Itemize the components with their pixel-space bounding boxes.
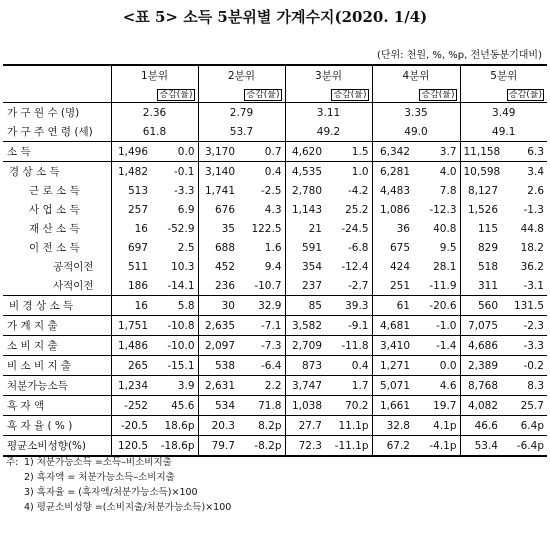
cell-value: 6,281 <box>372 162 413 182</box>
row-label: 가 계 지 출 <box>3 316 111 336</box>
cell-value: 1.7 <box>325 376 372 396</box>
cell-value: -12.4 <box>341 260 369 273</box>
table-row <box>3 296 547 316</box>
cell-value: 2,709 <box>285 336 325 356</box>
cell-value: 131.5 <box>501 296 547 316</box>
footnote <box>6 500 231 515</box>
column-header: 5분위 <box>460 65 547 85</box>
footnote <box>6 485 231 500</box>
cell-value: 35 <box>198 219 238 238</box>
table-title: <표 5> 소득 5분위별 가계수지(2020. 1/4) <box>122 8 428 26</box>
subheader-cell <box>413 85 460 103</box>
cell-value: 36 <box>372 219 413 238</box>
cell-value: 6.4p <box>501 416 547 436</box>
cell-value: 675 <box>372 238 413 257</box>
cell-value: -252 <box>111 396 151 416</box>
cell-value: 2.5 <box>177 241 195 254</box>
cell-value: 44.8 <box>520 222 544 235</box>
table-row <box>3 238 547 257</box>
cell-value: 3.11 <box>285 103 372 123</box>
cell-value: 511 <box>111 257 151 276</box>
change-rate-label: 증감(률) <box>421 90 455 100</box>
cell-value: 30 <box>198 296 238 316</box>
cell-value: -0.1 <box>151 162 198 182</box>
table-row <box>3 181 547 200</box>
cell-value: -3.3 <box>174 184 195 197</box>
cell-value: -15.1 <box>151 356 198 376</box>
cell-value: 8,768 <box>460 376 501 396</box>
cell-value: 25.7 <box>501 396 547 416</box>
cell-value: 5,071 <box>372 376 413 396</box>
cell-value: 2,635 <box>198 316 238 336</box>
cell-value: 251 <box>372 276 413 296</box>
cell-value: 2,097 <box>198 336 238 356</box>
cell-value: 3.35 <box>372 103 460 123</box>
cell-value: 53.7 <box>198 122 285 142</box>
cell-value: 20.3 <box>198 416 238 436</box>
subheader-row <box>3 85 547 103</box>
row-label: 사적이전 <box>53 280 94 292</box>
row-label: 소 비 지 출 <box>3 336 111 356</box>
cell-value: 61.8 <box>111 122 198 142</box>
table-row <box>3 257 547 276</box>
cell-value: 3.49 <box>460 103 547 123</box>
cell-value: 4.3 <box>264 203 282 216</box>
cell-value: 36.2 <box>520 260 544 273</box>
cell-value: 70.2 <box>325 396 372 416</box>
cell-value: 49.2 <box>285 122 372 142</box>
cell-value: -0.2 <box>501 356 547 376</box>
row-label: 흑 자 율 ( % ) <box>3 416 111 436</box>
cell-value: 7.8 <box>439 184 457 197</box>
row-label: 재 산 소 득 <box>29 223 80 235</box>
cell-value: -8.2p <box>238 436 285 457</box>
cell-value: 49.0 <box>372 122 460 142</box>
cell-value: 39.3 <box>325 296 372 316</box>
cell-value: 3,410 <box>372 336 413 356</box>
cell-value: 61 <box>372 296 413 316</box>
cell-value: 518 <box>460 257 501 276</box>
cell-value: -6.8 <box>348 241 369 254</box>
table-row <box>3 162 547 182</box>
cell-value: -14.1 <box>167 279 195 292</box>
cell-value: 8.3 <box>501 376 547 396</box>
cell-value: 4,620 <box>285 142 325 162</box>
cell-value: 2.6 <box>527 184 544 197</box>
household-income-table <box>3 64 547 457</box>
cell-value: -11.9 <box>429 279 457 292</box>
table-row <box>3 336 547 356</box>
cell-value: 265 <box>111 356 151 376</box>
cell-value: -20.5 <box>111 416 151 436</box>
table-row <box>3 276 547 296</box>
cell-value: 3,747 <box>285 376 325 396</box>
cell-value: -18.6p <box>151 436 198 457</box>
cell-value: 25.2 <box>345 203 369 216</box>
cell-value: -3.1 <box>523 279 544 292</box>
cell-value: -7.1 <box>238 316 285 336</box>
cell-value: 0.4 <box>325 356 372 376</box>
column-header: 4분위 <box>372 65 460 85</box>
cell-value: 538 <box>198 356 238 376</box>
cell-value: 5.8 <box>151 296 198 316</box>
row-label: 평균소비성향(%) <box>3 436 111 457</box>
cell-value: -1.4 <box>413 336 460 356</box>
subheader-blank <box>460 85 501 103</box>
subheader-cell <box>238 85 285 103</box>
row-label: 처분가능소득 <box>3 376 111 396</box>
cell-value: 79.7 <box>198 436 238 457</box>
cell-value: 697 <box>111 238 151 257</box>
cell-value: -2.7 <box>348 279 369 292</box>
footnotes <box>6 455 231 515</box>
table-row <box>3 416 547 436</box>
cell-value: -7.3 <box>238 336 285 356</box>
cell-value: 2.36 <box>111 103 198 123</box>
cell-value: 53.4 <box>460 436 501 457</box>
cell-value: 4,686 <box>460 336 501 356</box>
cell-value: 688 <box>198 238 238 257</box>
cell-value: 1,661 <box>372 396 413 416</box>
cell-value: 424 <box>372 257 413 276</box>
cell-value: 873 <box>285 356 325 376</box>
table-row <box>3 142 547 162</box>
cell-value: 676 <box>198 200 238 219</box>
cell-value: 1,038 <box>285 396 325 416</box>
subheader-corner <box>3 85 111 103</box>
cell-value: 122.5 <box>251 222 282 235</box>
table-row <box>3 436 547 457</box>
cell-value: 1.6 <box>264 241 282 254</box>
cell-value: 1,271 <box>372 356 413 376</box>
row-label: 근 로 소 득 <box>29 185 80 197</box>
cell-value: 71.8 <box>238 396 285 416</box>
cell-value: 0.4 <box>238 162 285 182</box>
cell-value: 32.9 <box>238 296 285 316</box>
header-corner <box>3 65 111 85</box>
subheader-cell <box>501 85 547 103</box>
cell-value: 4.0 <box>413 162 460 182</box>
row-label: 흑 자 액 <box>3 396 111 416</box>
cell-value: 2,631 <box>198 376 238 396</box>
header-row <box>3 65 547 85</box>
table-header <box>3 65 547 103</box>
cell-value: 18.6p <box>151 416 198 436</box>
subheader-blank <box>111 85 151 103</box>
cell-value: 452 <box>198 257 238 276</box>
cell-value: 236 <box>198 276 238 296</box>
table-row <box>3 122 547 142</box>
table-row <box>3 376 547 396</box>
cell-value: 1,486 <box>111 336 151 356</box>
cell-value: 10,598 <box>460 162 501 182</box>
table-row <box>3 356 547 376</box>
cell-value: 32.8 <box>372 416 413 436</box>
cell-value: 6,342 <box>372 142 413 162</box>
cell-value: 1,496 <box>111 142 151 162</box>
cell-value: 120.5 <box>111 436 151 457</box>
cell-value: 0.0 <box>151 142 198 162</box>
row-label: 가 구 원 수 (명) <box>3 103 111 123</box>
cell-value: -4.2 <box>348 184 369 197</box>
cell-value: 16 <box>111 219 151 238</box>
cell-value: 311 <box>460 276 501 296</box>
footnote <box>6 455 231 470</box>
cell-value: 11,158 <box>460 142 501 162</box>
footnote-text: 3) 흑자율 = (흑자액/처분가능소득)×100 <box>24 487 198 498</box>
cell-value: 186 <box>111 276 151 296</box>
cell-value: 4,082 <box>460 396 501 416</box>
cell-value: 2,389 <box>460 356 501 376</box>
table-body <box>3 103 547 457</box>
cell-value: 115 <box>460 219 501 238</box>
cell-value: 3,582 <box>285 316 325 336</box>
table-row <box>3 316 547 336</box>
cell-value: 1.5 <box>325 142 372 162</box>
cell-value: 67.2 <box>372 436 413 457</box>
cell-value: -10.8 <box>151 316 198 336</box>
cell-value: -6.4 <box>238 356 285 376</box>
cell-value: 21 <box>285 219 325 238</box>
cell-value: 4.6 <box>413 376 460 396</box>
cell-value: 9.5 <box>439 241 457 254</box>
cell-value: 85 <box>285 296 325 316</box>
change-rate-label: 증감(률) <box>159 90 193 100</box>
cell-value: 534 <box>198 396 238 416</box>
cell-value: -20.6 <box>413 296 460 316</box>
cell-value: 2,780 <box>285 181 325 200</box>
row-label: 소 득 <box>3 142 111 162</box>
table-row <box>3 200 547 219</box>
cell-value: 2.2 <box>238 376 285 396</box>
row-label: 비 소 비 지 출 <box>3 356 111 376</box>
row-label: 가 구 주 연 령 (세) <box>7 126 93 138</box>
cell-value: 354 <box>285 257 325 276</box>
cell-value: -12.3 <box>429 203 457 216</box>
cell-value: 3.4 <box>501 162 547 182</box>
table-row <box>3 219 547 238</box>
cell-value: 1,751 <box>111 316 151 336</box>
cell-value: -11.1p <box>325 436 372 457</box>
subheader-cell <box>151 85 198 103</box>
change-rate-label: 증감(률) <box>246 90 280 100</box>
footnote-text: 2) 흑자액 = 처분가능소득–소비지출 <box>24 472 175 483</box>
cell-value: 9.4 <box>264 260 282 273</box>
cell-value: 3.9 <box>151 376 198 396</box>
cell-value: 237 <box>285 276 325 296</box>
row-label: 이 전 소 득 <box>29 242 80 254</box>
cell-value: -1.0 <box>413 316 460 336</box>
subheader-blank <box>285 85 325 103</box>
cell-value: 3,170 <box>198 142 238 162</box>
cell-value: 6.9 <box>177 203 195 216</box>
change-rate-label: 증감(률) <box>333 90 367 100</box>
footnote-text: 1) 처분가능소득 =소득–비소비지출 <box>24 457 172 468</box>
cell-value: 18.2 <box>520 241 544 254</box>
cell-value: -3.3 <box>501 336 547 356</box>
cell-value: -24.5 <box>341 222 369 235</box>
cell-value: 560 <box>460 296 501 316</box>
subheader-blank <box>372 85 413 103</box>
cell-value: 2.79 <box>198 103 285 123</box>
cell-value: -52.9 <box>167 222 195 235</box>
subheader-blank <box>198 85 238 103</box>
cell-value: -6.4p <box>501 436 547 457</box>
row-label: 사 업 소 득 <box>29 204 80 216</box>
cell-value: 16 <box>111 296 151 316</box>
cell-value: 1.0 <box>325 162 372 182</box>
cell-value: 28.1 <box>433 260 457 273</box>
cell-value: 49.1 <box>460 122 547 142</box>
column-header: 3분위 <box>285 65 372 85</box>
unit-note: (단위: 천원, %, %p, 전년동분기대비) <box>376 50 542 61</box>
footnote-text: 4) 평균소비성향 =(소비지출/처분가능소득)×100 <box>24 502 232 513</box>
cell-value: 11.1p <box>325 416 372 436</box>
cell-value: 257 <box>111 200 151 219</box>
cell-value: 19.7 <box>413 396 460 416</box>
cell-value: 40.8 <box>433 222 457 235</box>
change-rate-label: 증감(률) <box>508 90 542 100</box>
cell-value: 1,143 <box>285 200 325 219</box>
footnote <box>6 470 231 485</box>
cell-value: 0.0 <box>413 356 460 376</box>
cell-value: 4.1p <box>413 416 460 436</box>
cell-value: -2.3 <box>501 316 547 336</box>
cell-value: 46.6 <box>460 416 501 436</box>
cell-value: -10.7 <box>254 279 282 292</box>
column-header: 1분위 <box>111 65 198 85</box>
cell-value: 3,140 <box>198 162 238 182</box>
cell-value: 513 <box>111 181 151 200</box>
cell-value: 3.7 <box>413 142 460 162</box>
column-header: 2분위 <box>198 65 285 85</box>
cell-value: 72.3 <box>285 436 325 457</box>
cell-value: 1,234 <box>111 376 151 396</box>
cell-value: 6.3 <box>501 142 547 162</box>
cell-value: 45.6 <box>151 396 198 416</box>
cell-value: 7,075 <box>460 316 501 336</box>
cell-value: 1,741 <box>198 181 238 200</box>
cell-value: -2.5 <box>261 184 282 197</box>
cell-value: -9.1 <box>325 316 372 336</box>
cell-value: 1,086 <box>372 200 413 219</box>
cell-value: 591 <box>285 238 325 257</box>
cell-value: -11.8 <box>325 336 372 356</box>
cell-value: 8.2p <box>238 416 285 436</box>
cell-value: 0.7 <box>238 142 285 162</box>
cell-value: 4,535 <box>285 162 325 182</box>
cell-value: -1.3 <box>523 203 544 216</box>
cell-value: 4,681 <box>372 316 413 336</box>
table-row <box>3 103 547 123</box>
cell-value: 1,482 <box>111 162 151 182</box>
cell-value: 8,127 <box>460 181 501 200</box>
cell-value: 4,483 <box>372 181 413 200</box>
cell-value: 27.7 <box>285 416 325 436</box>
row-label: 경 상 소 득 <box>3 162 111 182</box>
row-label: 비 경 상 소 득 <box>3 296 111 316</box>
cell-value: 829 <box>460 238 501 257</box>
cell-value: -4.1p <box>413 436 460 457</box>
subheader-cell <box>325 85 372 103</box>
table-row <box>3 396 547 416</box>
cell-value: 1,526 <box>460 200 501 219</box>
cell-value: -10.0 <box>151 336 198 356</box>
row-label: 공적이전 <box>53 261 94 273</box>
cell-value: 10.3 <box>171 260 195 273</box>
footnote-label: 주: <box>6 457 19 468</box>
